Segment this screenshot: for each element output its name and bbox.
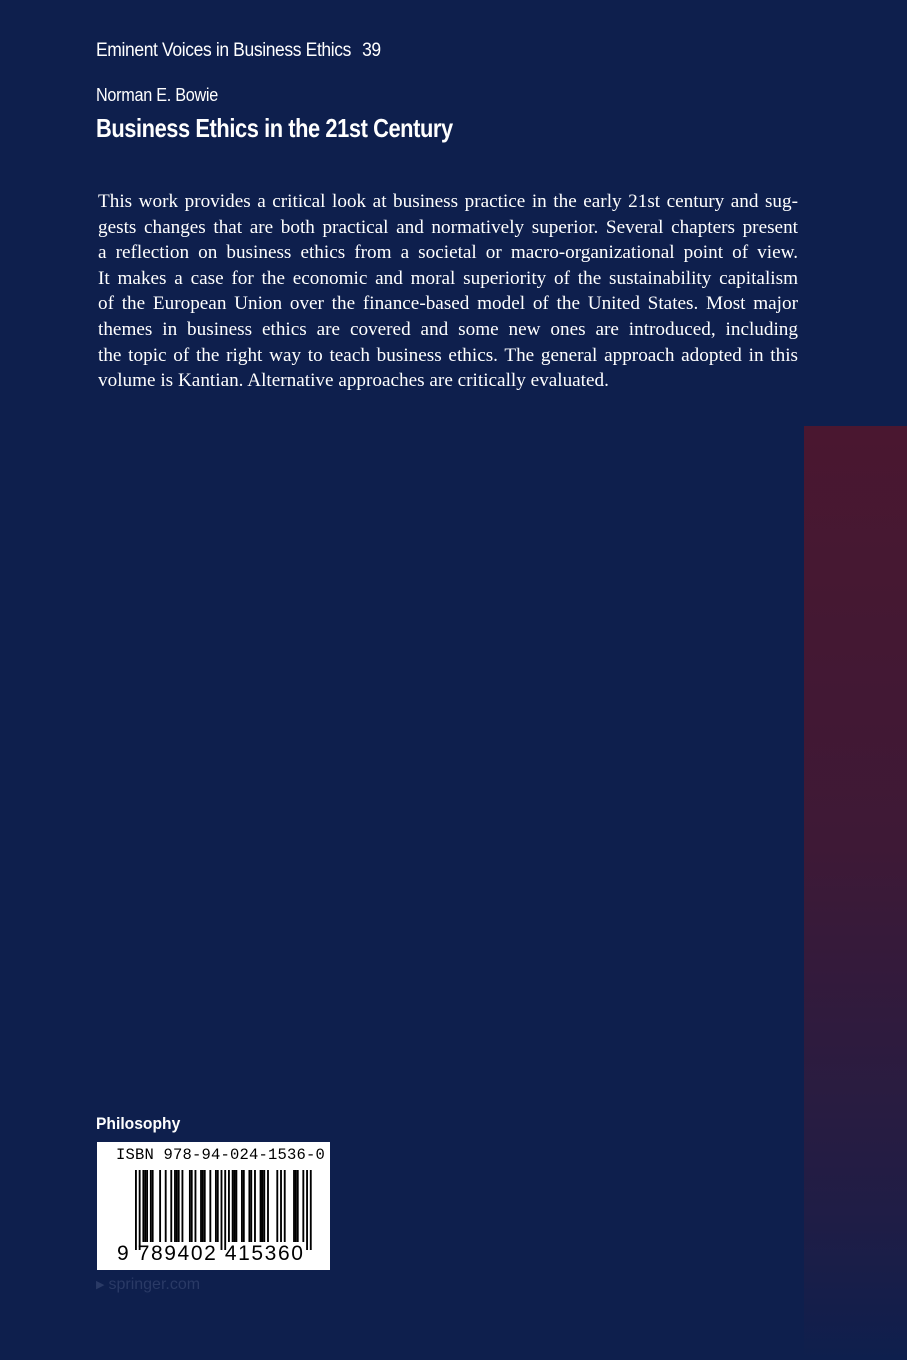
barcode-bar [254, 1170, 256, 1242]
barcode-bar [150, 1170, 152, 1242]
barcode-bar [195, 1170, 197, 1242]
barcode-bar [189, 1170, 191, 1242]
barcode-bar [146, 1170, 148, 1242]
book-description [98, 189, 798, 394]
author-name: Norman E. Bowie [96, 85, 219, 105]
barcode-bar [310, 1170, 312, 1250]
barcode-bar [241, 1170, 243, 1242]
barcode-bar [217, 1170, 219, 1242]
barcode-bar [306, 1170, 308, 1250]
barcode-bar [232, 1170, 234, 1242]
description-line: a reflection on business ethics from a societal or macro-organizational point of view. [98, 242, 798, 264]
series-volume: 39 [362, 40, 381, 61]
barcode-bar [182, 1170, 184, 1242]
barcode-bar [159, 1170, 161, 1242]
subject-category: Philosophy [96, 1114, 181, 1133]
barcode-bar [200, 1170, 202, 1242]
barcode-bar [209, 1170, 211, 1242]
barcode-bar [302, 1170, 304, 1242]
barcode-bar [152, 1170, 154, 1242]
description-line: volume is Kantian. Alternative approaches are critically evaluated. [98, 370, 609, 392]
description-line: of the European Union over the finance-based model of the United States. Most major [98, 293, 798, 315]
decorative-color-band [804, 426, 907, 1360]
description-line: This work provides a critical look at business practice in the early 21st century and sug- [98, 191, 798, 212]
barcode-bar [280, 1170, 282, 1242]
barcode-bar [250, 1170, 252, 1242]
triangle-right-icon: ▶ [96, 1279, 105, 1291]
barcode-bar [260, 1170, 262, 1242]
barcode-bar [235, 1170, 237, 1242]
barcode-bar [276, 1170, 278, 1242]
ean-digits: 9 789402 415360 [117, 1242, 305, 1265]
barcode-bar [234, 1170, 236, 1242]
barcode-bar [297, 1170, 299, 1242]
series-title [96, 40, 381, 62]
barcode-bar [261, 1170, 263, 1242]
barcode-bar [202, 1170, 204, 1242]
barcode-bar [267, 1170, 269, 1242]
barcode-bar [176, 1170, 178, 1242]
barcode-bar [215, 1170, 217, 1242]
barcode-bar [142, 1170, 144, 1242]
barcode-bar [221, 1170, 223, 1250]
barcode-bar [144, 1170, 146, 1242]
description-line: It makes a case for the economic and moral superiority of the sustainability capitalism [98, 267, 798, 289]
series-name: Eminent Voices in Business Ethics [96, 40, 352, 61]
barcode-bar [295, 1170, 297, 1242]
isbn-barcode [97, 1142, 330, 1270]
barcode-bar [165, 1170, 167, 1242]
barcode-bar [293, 1170, 295, 1242]
barcode-bar [135, 1170, 137, 1250]
isbn-label: ISBN 978-94-024-1536-0 [116, 1146, 326, 1164]
barcode-bar [284, 1170, 286, 1242]
book-title: Business Ethics in the 21st Century [96, 113, 453, 143]
website-text: springer.com [108, 1276, 201, 1293]
barcode-bar [170, 1170, 172, 1242]
barcode-bar [139, 1170, 141, 1250]
publisher-website [96, 1276, 200, 1294]
barcode-bar [174, 1170, 176, 1242]
description-line: gests changes that are both practical and normatively superior. Several chapters present [98, 216, 798, 238]
barcode-bar [224, 1170, 226, 1250]
barcode-bar [263, 1170, 265, 1242]
barcode-bar [243, 1170, 245, 1242]
description-line: themes in business ethics are covered and some new ones are introduced, including [98, 318, 798, 340]
barcode-bar [191, 1170, 193, 1242]
barcode-bar [248, 1170, 250, 1242]
barcode-bar [178, 1170, 180, 1242]
barcode-bar [228, 1170, 230, 1242]
description-line: the topic of the right way to teach business ethics. The general approach adopted in this [98, 344, 798, 366]
barcode-bar [204, 1170, 206, 1242]
